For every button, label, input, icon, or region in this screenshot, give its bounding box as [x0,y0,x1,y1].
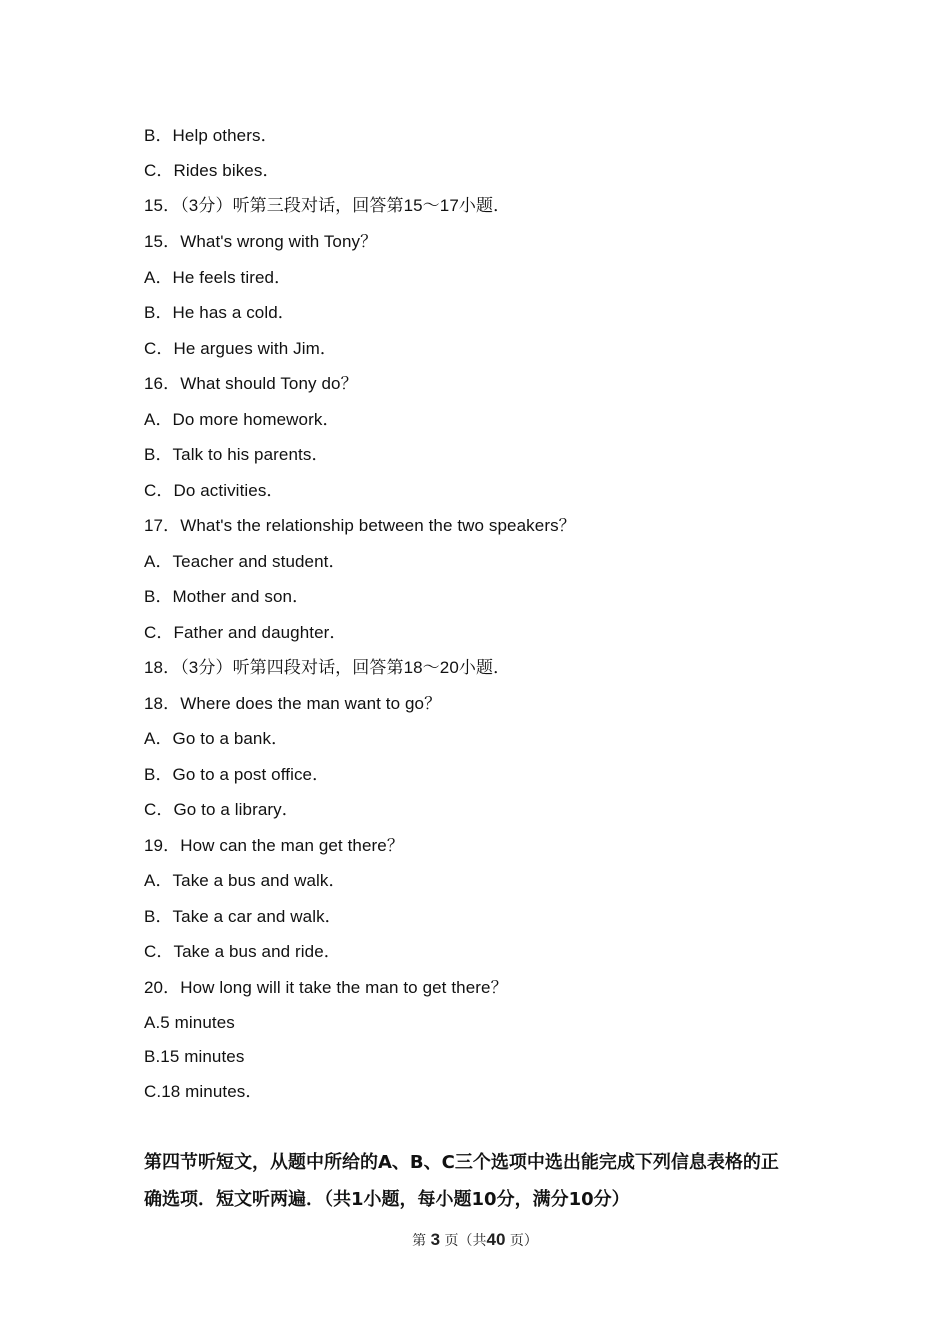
option-c-q20: C.18 minutes． [144,1082,263,1101]
option-b-q20: B.15 minutes [144,1047,245,1066]
option-a-q19: A．Take a bus and walk． [144,871,346,890]
question-15: 15．What's wrong with Tony？ [144,232,378,251]
page-footer [0,1229,950,1252]
footer-middle: 页（共 [444,1233,487,1249]
option-b-q15: B．He has a cold． [144,303,295,322]
question-17: 17．What's the relationship between the two speakers？ [144,516,576,535]
option-b-q17: B．Mother and son． [144,587,310,606]
footer-page-number: 3 [430,1230,441,1249]
question-20: 20．How long will it take the man to get there？ [144,978,508,997]
option-c-q18: C．Go to a library． [144,800,299,819]
option-c-q17: C．Father and daughter． [144,623,347,642]
section-heading-line-1: 第四节听短文，从题中所给的A、B、C三个选项中选出能完成下列信息表格的正 [144,1152,779,1173]
question-16: 16．What should Tony do？ [144,374,358,393]
instruction-q18-20: 18．（3分）听第四段对话，回答第18～20小题． [144,658,511,677]
option-a-q16: A．Do more homework． [144,410,340,429]
footer-suffix: 页） [509,1233,538,1249]
option-a-q17: A．Teacher and student． [144,552,346,571]
footer-total-pages: 40 [486,1230,506,1249]
option-c-q16: C．Do activities． [144,481,284,500]
option-c-q15: C．He argues with Jim． [144,339,337,358]
option-b-q14: B．Help others． [144,126,278,145]
option-c-q14: C．Rides bikes． [144,161,280,180]
question-19: 19．How can the man get there？ [144,836,404,855]
option-b-q16: B．Talk to his parents． [144,445,329,464]
question-18: 18．Where does the man want to go？ [144,694,442,713]
option-c-q19: C．Take a bus and ride． [144,942,341,961]
option-b-q19: B．Take a car and walk． [144,907,342,926]
section-four-heading [144,1144,824,1218]
section-heading-line-2: 确选项．短文听两遍．（共1小题，每小题10分，满分10分） [144,1189,630,1210]
footer-prefix: 第 [412,1233,427,1249]
option-a-q20: A.5 minutes [144,1013,235,1032]
option-a-q18: A．Go to a bank． [144,729,289,748]
instruction-q15-17: 15．（3分）听第三段对话，回答第15～17小题． [144,196,511,215]
option-a-q15: A．He feels tired． [144,268,292,287]
option-b-q18: B．Go to a post office． [144,765,330,784]
